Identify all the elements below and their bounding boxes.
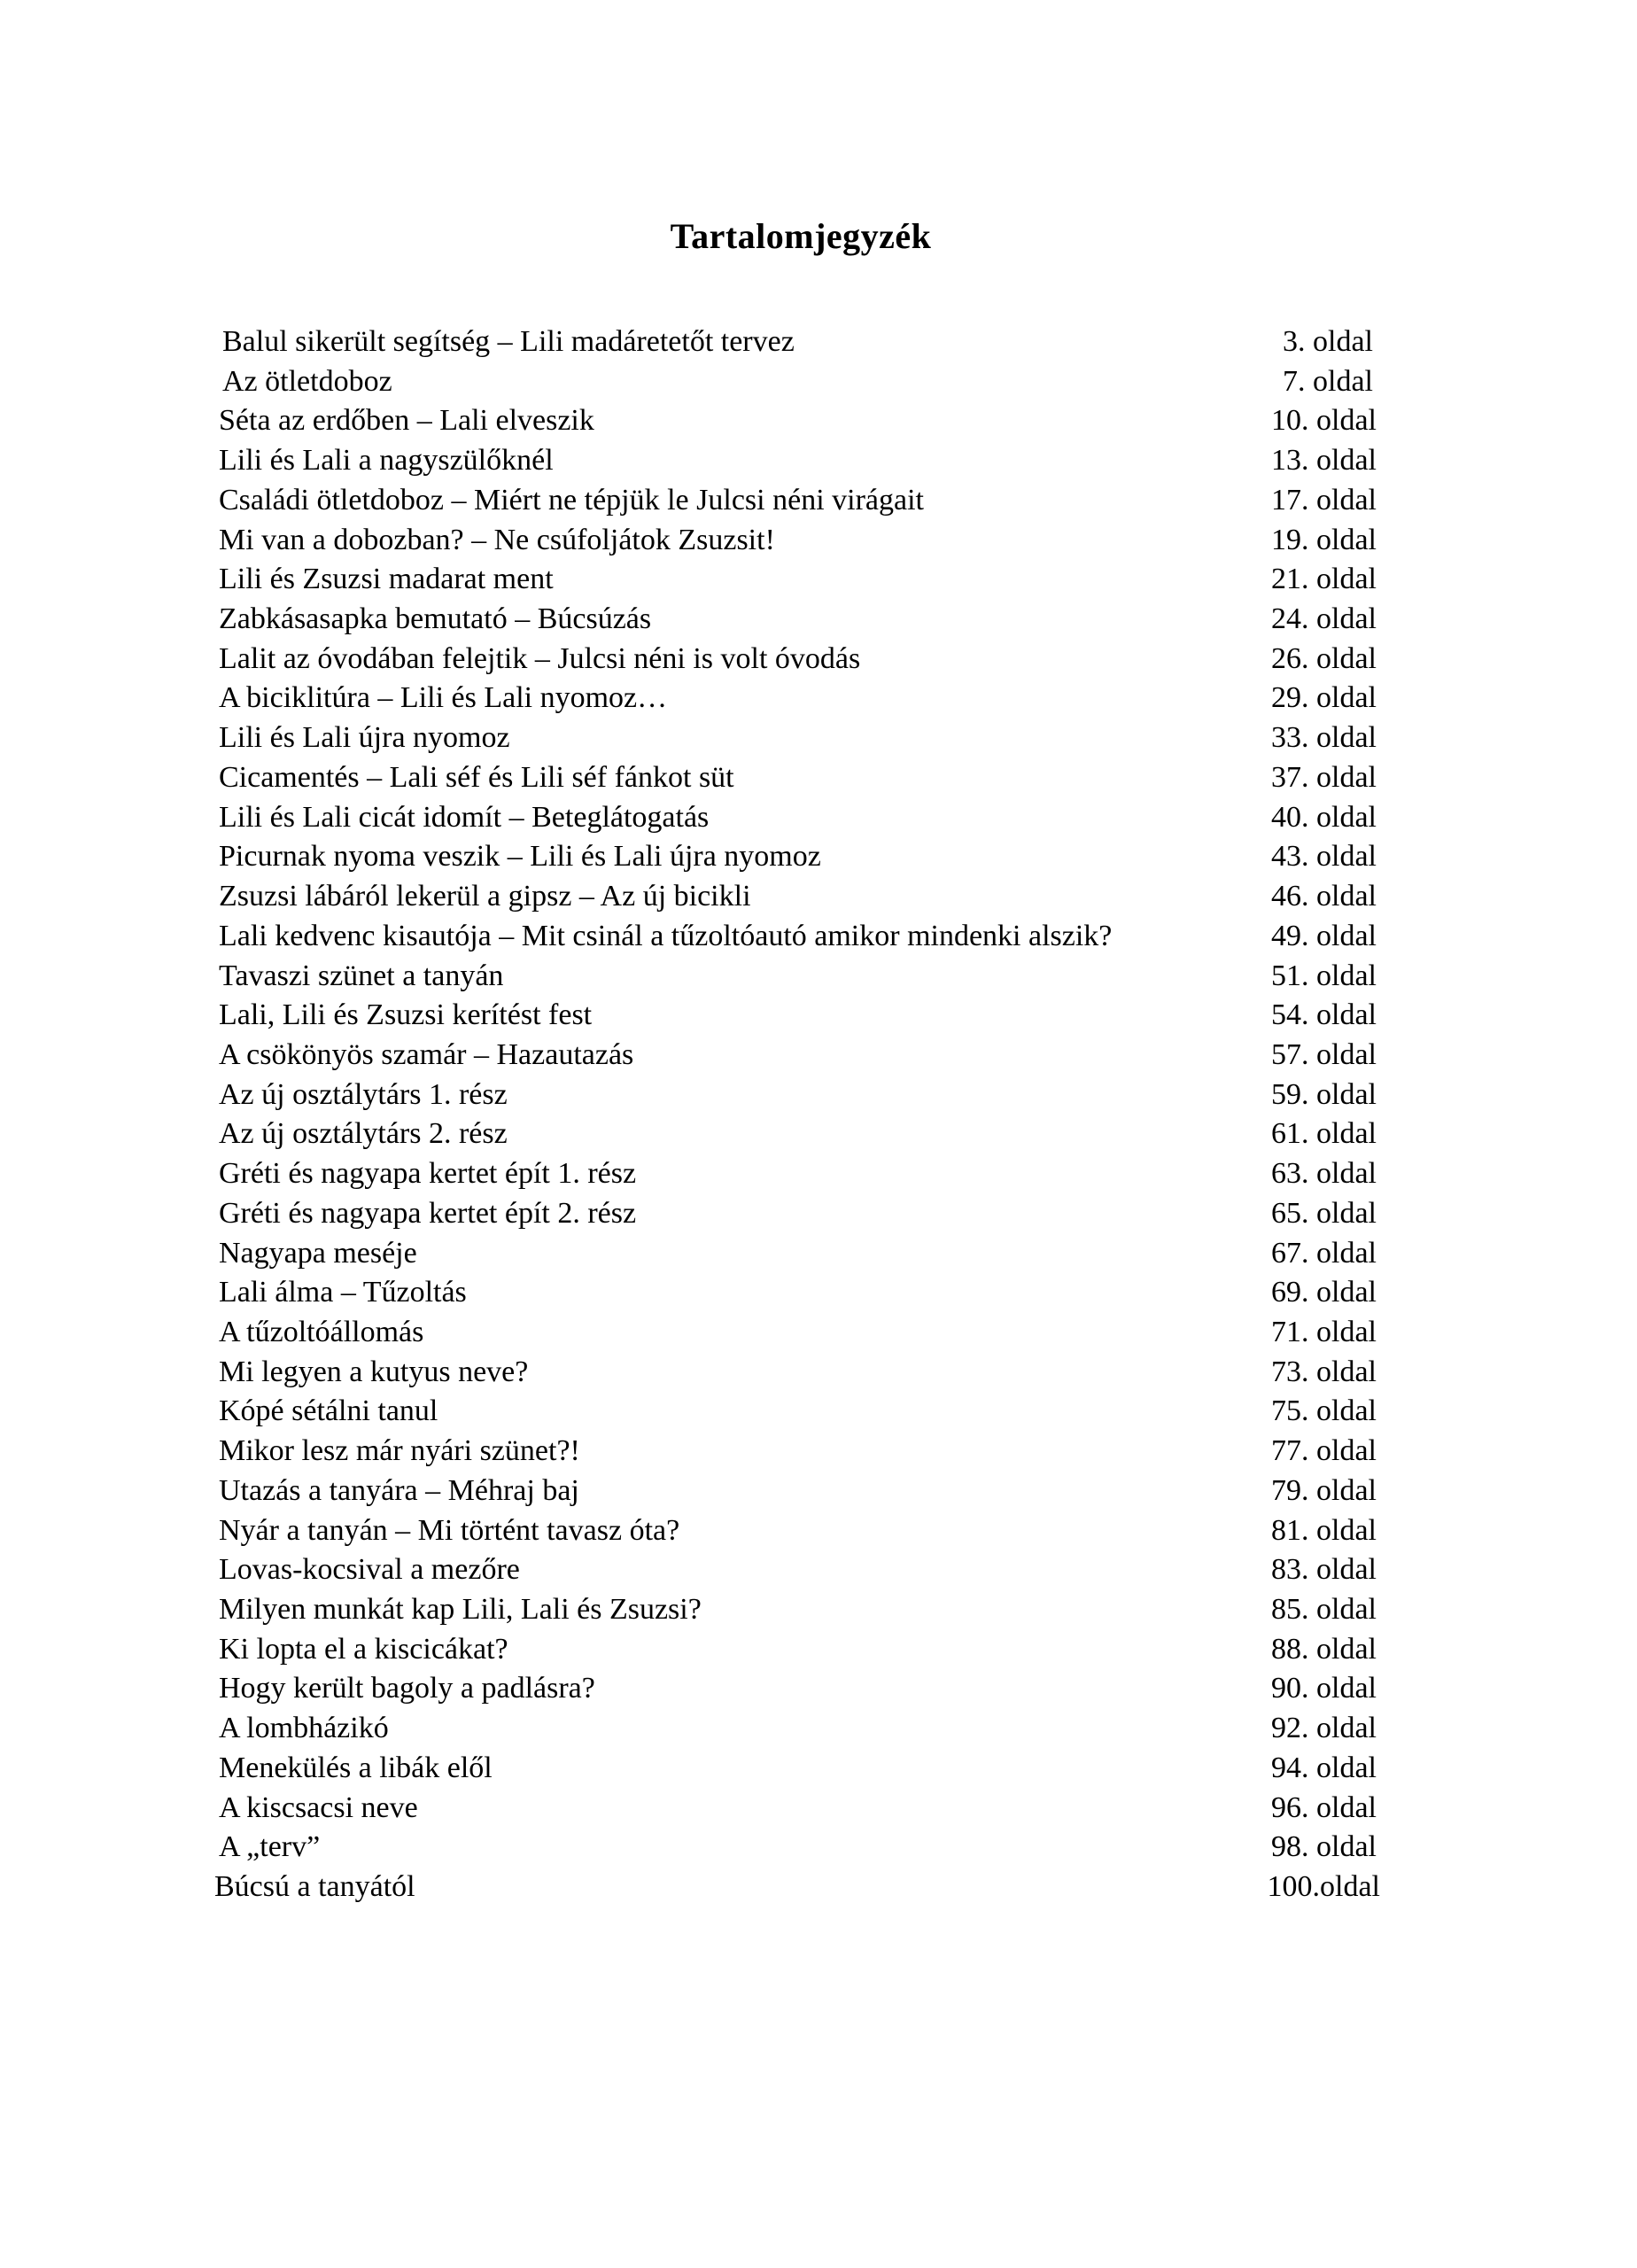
toc-entry [0, 957, 1637, 997]
toc-entry-page: 29. oldal [1271, 681, 1377, 715]
toc-entry-title: A biciklitúra – Lili és Lali nyomoz… [219, 681, 668, 715]
toc-entry-page: 59. oldal [1271, 1077, 1377, 1111]
toc-entry-title: Az ötletdoboz [222, 364, 392, 398]
toc-entry-page: 46. oldal [1271, 880, 1377, 913]
toc-entry [0, 1194, 1637, 1234]
toc-entry-page: 61. oldal [1271, 1117, 1377, 1151]
toc-entry [0, 1273, 1637, 1313]
toc-entry-page: 96. oldal [1271, 1790, 1377, 1824]
toc-entry-page: 43. oldal [1271, 840, 1377, 874]
toc-entry-title: Milyen munkát kap Lili, Lali és Zsuzsi? [219, 1593, 702, 1626]
toc-entry-title: A kiscsacsi neve [219, 1790, 418, 1824]
toc-entry-title: Gréti és nagyapa kertet épít 1. rész [219, 1157, 637, 1191]
toc-entry-title: Családi ötletdoboz – Miért ne tépjük le Julcsi néni virágait [219, 483, 924, 517]
toc-entry-page: 75. oldal [1271, 1394, 1377, 1428]
toc-entry [0, 1550, 1637, 1590]
toc-entry-title: Lali kedvenc kisautója – Mit csinál a tűzoltóautó amikor mindenki alszik? [219, 919, 1113, 952]
toc-entry-title: Zsuzsi lábáról lekerül a gipsz – Az új bicikli [219, 880, 751, 913]
toc-entry [0, 1036, 1637, 1076]
toc-entry-title: Mi van a dobozban? – Ne csúfoljátok Zsuzsit! [219, 523, 775, 556]
toc-entry-title: Cicamentés – Lali séf és Lili séf fánkot süt [219, 760, 734, 794]
toc-entry-title: Mikor lesz már nyári szünet?! [219, 1434, 580, 1468]
toc-entry-title: Ki lopta el a kiscicákat? [219, 1632, 508, 1666]
toc-entry [0, 1709, 1637, 1749]
toc-entry-title: Lili és Lali a nagyszülőknél [219, 444, 554, 478]
toc-entry [0, 640, 1637, 680]
toc-entry-page: 13. oldal [1271, 444, 1377, 478]
toc-entry [0, 679, 1637, 718]
toc-entry-page: 73. oldal [1271, 1355, 1377, 1388]
toc-entry [0, 322, 1637, 362]
toc-entry-page: 77. oldal [1271, 1434, 1377, 1468]
toc-entry-title: Búcsú a tanyától [214, 1870, 415, 1904]
toc-entry-title: Az új osztálytárs 2. rész [219, 1117, 508, 1151]
toc-entry-title: Mi legyen a kutyus neve? [219, 1355, 529, 1388]
toc-entry-title: Hogy került bagoly a padlásra? [219, 1672, 595, 1705]
toc-entry-page: 7. oldal [1283, 364, 1373, 398]
toc-entry [0, 401, 1637, 441]
toc-entry-page: 65. oldal [1271, 1196, 1377, 1230]
toc-entry [0, 1353, 1637, 1393]
toc-entry-page: 90. oldal [1271, 1672, 1377, 1705]
toc-entry-title: A csökönyös szamár – Hazautazás [219, 1037, 634, 1071]
toc-entry-title: A lombházikó [219, 1712, 389, 1745]
toc-entry [0, 1432, 1637, 1472]
toc-entry [0, 917, 1637, 957]
toc-entry-page: 33. oldal [1271, 721, 1377, 755]
toc-entry-title: Az új osztálytárs 1. rész [219, 1077, 508, 1111]
toc-entry-page: 67. oldal [1271, 1236, 1377, 1270]
toc-entry-page: 88. oldal [1271, 1632, 1377, 1666]
toc-entry-page: 49. oldal [1271, 919, 1377, 952]
toc-entry-page: 17. oldal [1271, 483, 1377, 517]
toc-entry-page: 98. oldal [1271, 1830, 1377, 1864]
toc-entry-title: Menekülés a libák elől [219, 1751, 493, 1784]
toc-entry-page: 51. oldal [1271, 959, 1377, 992]
toc-entry-page: 85. oldal [1271, 1593, 1377, 1626]
toc-entry [0, 1669, 1637, 1709]
toc-entry-page: 63. oldal [1271, 1157, 1377, 1191]
toc-entry-title: Séta az erdőben – Lali elveszik [219, 404, 594, 438]
toc-entry-page: 21. oldal [1271, 563, 1377, 596]
toc-entry-title: Zabkásasapka bemutató – Búcsúzás [219, 602, 652, 636]
table-of-contents [0, 322, 1637, 1907]
toc-entry [0, 1630, 1637, 1670]
toc-entry-page: 71. oldal [1271, 1315, 1377, 1348]
toc-entry-page: 100.oldal [1267, 1870, 1380, 1904]
toc-entry-page: 37. oldal [1271, 760, 1377, 794]
toc-entry-page: 92. oldal [1271, 1712, 1377, 1745]
toc-entry-page: 54. oldal [1271, 998, 1377, 1032]
toc-entry-title: Picurnak nyoma veszik – Lili és Lali újra nyomoz [219, 840, 821, 874]
toc-entry-title: Lovas-kocsival a mezőre [219, 1553, 520, 1587]
toc-entry [0, 837, 1637, 877]
toc-entry-title: Lalit az óvodában felejtik – Julcsi néni is volt óvodás [219, 641, 861, 675]
toc-entry-page: 3. oldal [1283, 325, 1373, 358]
toc-entry-page: 19. oldal [1271, 523, 1377, 556]
toc-entry [0, 1828, 1637, 1868]
toc-entry-title: Nyár a tanyán – Mi történt tavasz óta? [219, 1513, 680, 1547]
toc-entry-page: 26. oldal [1271, 641, 1377, 675]
toc-entry [0, 1511, 1637, 1551]
toc-entry-page: 79. oldal [1271, 1473, 1377, 1507]
toc-entry [0, 1749, 1637, 1789]
page-title: Tartalomjegyzék [670, 215, 932, 256]
toc-entry-page: 69. oldal [1271, 1276, 1377, 1309]
toc-entry [0, 1154, 1637, 1194]
toc-entry-page: 57. oldal [1271, 1037, 1377, 1071]
toc-entry-page: 24. oldal [1271, 602, 1377, 636]
toc-entry-title: A tűzoltóállomás [219, 1315, 424, 1348]
toc-entry-title: Tavaszi szünet a tanyán [219, 959, 504, 992]
toc-entry-title: Nagyapa meséje [219, 1236, 417, 1270]
toc-entry-page: 10. oldal [1271, 404, 1377, 438]
toc-entry [0, 1313, 1637, 1353]
toc-entry [0, 1590, 1637, 1630]
toc-entry-title: Lili és Lali cicát idomít – Beteglátogatás [219, 800, 710, 834]
toc-entry-title: Kópé sétálni tanul [219, 1394, 438, 1428]
toc-entry [0, 1392, 1637, 1432]
toc-entry [0, 758, 1637, 798]
toc-entry [0, 1076, 1637, 1115]
toc-entry [0, 1789, 1637, 1829]
toc-entry-page: 94. oldal [1271, 1751, 1377, 1784]
toc-entry-title: Lili és Zsuzsi madarat ment [219, 563, 554, 596]
toc-entry-title: Lali, Lili és Zsuzsi kerítést fest [219, 998, 593, 1032]
toc-entry-title: Gréti és nagyapa kertet épít 2. rész [219, 1196, 637, 1230]
toc-entry [0, 481, 1637, 521]
toc-entry [0, 877, 1637, 917]
toc-entry-title: A „terv” [219, 1830, 321, 1864]
toc-entry-title: Lali álma – Tűzoltás [219, 1276, 467, 1309]
toc-entry-page: 81. oldal [1271, 1513, 1377, 1547]
toc-entry [0, 1234, 1637, 1274]
toc-entry [0, 798, 1637, 838]
toc-entry [0, 1472, 1637, 1511]
toc-entry [0, 718, 1637, 758]
toc-entry-title: Utazás a tanyára – Méhraj baj [219, 1473, 579, 1507]
toc-entry [0, 996, 1637, 1036]
toc-entry-title: Balul sikerült segítség – Lili madáretetőt tervez [222, 325, 795, 358]
toc-entry-title: Lili és Lali újra nyomoz [219, 721, 510, 755]
toc-entry [0, 1868, 1637, 1907]
toc-entry [0, 362, 1637, 402]
toc-entry [0, 1115, 1637, 1154]
toc-entry [0, 441, 1637, 481]
toc-entry [0, 560, 1637, 600]
toc-entry [0, 521, 1637, 561]
toc-entry [0, 600, 1637, 640]
toc-entry-page: 40. oldal [1271, 800, 1377, 834]
toc-entry-page: 83. oldal [1271, 1553, 1377, 1587]
